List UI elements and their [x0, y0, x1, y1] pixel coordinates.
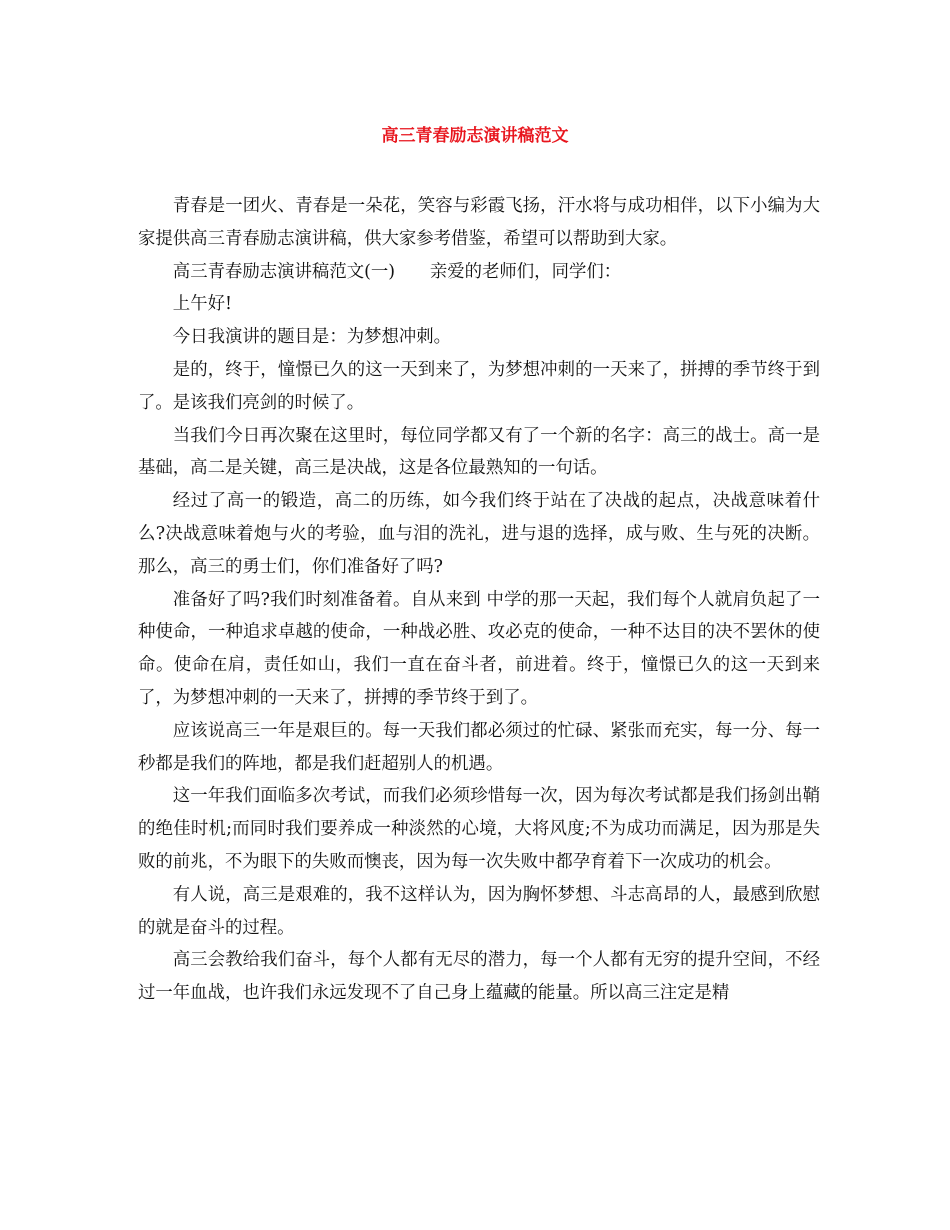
paragraph-new-name: 当我们今日再次聚在这里时，每位同学都又有了一个新的名字：高三的战士。高一是基础，高二是关键，高三是决战，这是各位最熟知的一句话。 — [138, 425, 820, 479]
paragraph-topic: 今日我演讲的题目是：为梦想冲刺。 — [172, 327, 452, 348]
paragraph-exams: 这一年我们面临多次考试，而我们必须珍惜每一次，因为每次考试都是我们扬剑出鞘的绝佳时机;而同时我们要养成一种淡然的心境，大将风度;不为成功而满足，因为那是失败的前兆，不为眼下的失败而懊丧，因为每一次失败中都孕育着下一次成功的机会。 — [138, 786, 820, 872]
document-body — [138, 190, 820, 1010]
paragraph-decisive-battle: 经过了高一的锻造，高二的历练，如今我们终于站在了决战的起点，决战意味着什么?决战意味着炮与火的考验，血与泪的洗礼，进与退的选择，成与败、生与死的决断。那么，高三的勇士们，你们准备好了吗? — [138, 491, 820, 577]
paragraph-heading-salutation: 高三青春励志演讲稿范文(一) 亲爱的老师们，同学们： — [172, 261, 622, 282]
paragraph-hardship: 有人说，高三是艰难的，我不这样认为，因为胸怀梦想、斗志高昂的人，最感到欣慰的就是奋斗的过程。 — [138, 884, 820, 938]
paragraph-arduous-year: 应该说高三一年是艰巨的。每一天我们都必须过的忙碌、紧张而充实，每一分、每一秒都是我们的阵地，都是我们赶超别人的机遇。 — [138, 720, 820, 774]
paragraph-intro: 青春是一团火、青春是一朵花，笑容与彩霞飞扬，汗水将与成功相伴，以下小编为大家提供高三青春励志演讲稿，供大家参考借鉴，希望可以帮助到大家。 — [138, 196, 820, 249]
paragraph-ready: 准备好了吗?我们时刻准备着。自从来到 中学的那一天起，我们每个人就肩负起了一种使命，一种追求卓越的使命，一种战必胜、攻必克的使命，一种不达目的决不罢休的使命。使命在肩，责任如山，我们一直在奋斗者，前进着。终于，憧憬已久的这一天到来了，为梦想冲刺的一天来了，拼搏的季节终于到了。 — [138, 589, 820, 708]
paragraph-potential: 高三会教给我们奋斗，每个人都有无尽的潜力，每一个人都有无穷的提升空间，不经过一年血战，也许我们永远发现不了自己身上蕴藏的能量。所以高三注定是精 — [138, 950, 820, 1004]
paragraph-day-arrived: 是的，终于，憧憬已久的这一天到来了，为梦想冲刺的一天来了，拼搏的季节终于到了。是该我们亮剑的时候了。 — [138, 359, 820, 413]
paragraph-greeting: 上午好! — [172, 294, 232, 315]
document-title: 高三青春励志演讲稿范文 — [381, 126, 569, 146]
